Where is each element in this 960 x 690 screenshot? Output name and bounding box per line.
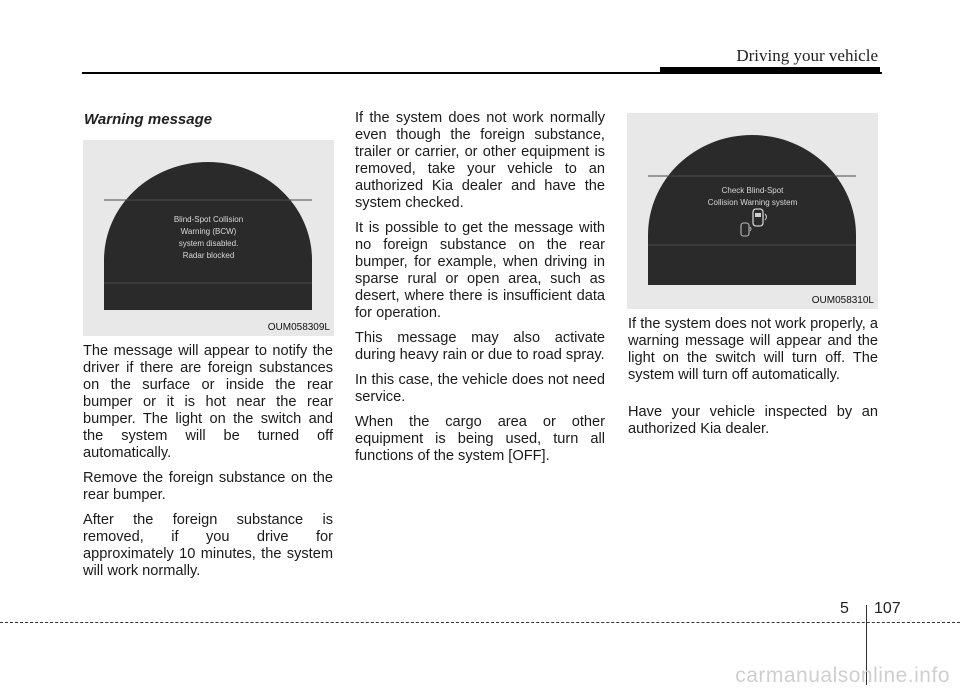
warning-message-heading: Warning message <box>84 111 213 128</box>
paragraph: Have your vehicle inspected by an authorized Kia dealer. <box>628 404 878 437</box>
paragraph: When the cargo area or other equipment is being used, turn all functions of the system [OFF]. <box>355 414 605 464</box>
chapter-number: 5 <box>840 600 849 617</box>
page-number: 107 <box>874 600 901 617</box>
paragraph: Remove the foreign substance on the rear bumper. <box>83 470 333 503</box>
message-line: Radar blocked <box>182 251 235 260</box>
section-title: Driving your vehicle <box>736 46 878 65</box>
blind-spot-car-icon <box>736 206 776 240</box>
paragraph: If the system does not work normally even though the foreign substance, trailer or carrier, or other equipment is removed, take your vehicle to an authorized Kia dealer and have the system checked. <box>355 110 605 211</box>
paragraph: It is possible to get the message with no foreign substance on the rear bumper, for example, when driving in sparse rural or open area, such as desert, where there is insufficient data for operation. <box>355 220 605 321</box>
footer-rule <box>0 622 960 623</box>
watermark: carmanualsonline.info <box>735 664 950 687</box>
column-2-body <box>355 110 605 473</box>
message-line: Blind-Spot Collision <box>173 215 244 224</box>
paragraph: If the system does not work properly, a warning message will appear and the light on the switch will turn off. The system will turn off automatically. <box>628 316 878 383</box>
figure-bcw-disabled <box>83 140 334 336</box>
figure-code: OUM058309L <box>267 322 330 333</box>
figure-code: OUM058310L <box>811 295 874 306</box>
paragraph: In this case, the vehicle does not need service. <box>355 372 605 405</box>
cluster-message <box>83 214 334 262</box>
column-3-body <box>628 316 878 446</box>
column-1-body <box>83 343 333 588</box>
paragraph: After the foreign substance is removed, if you drive for approximately 10 minutes, the system will work normally. <box>83 512 333 579</box>
message-line: Check Blind-Spot <box>721 186 784 195</box>
paragraph: This message may also activate during heavy rain or due to road spray. <box>355 330 605 363</box>
message-line: Warning (BCW) <box>180 227 237 236</box>
figure-check-bcw <box>627 113 878 309</box>
paragraph: The message will appear to notify the driver if there are foreign substances on the surface or inside the rear bumper or it is hot near the rear bumper. The light on the switch and the system will be turned off automatically. <box>83 343 333 461</box>
message-line: Collision Warning system <box>707 198 798 207</box>
message-line: system disabled. <box>178 239 239 248</box>
header-rule <box>82 72 882 74</box>
